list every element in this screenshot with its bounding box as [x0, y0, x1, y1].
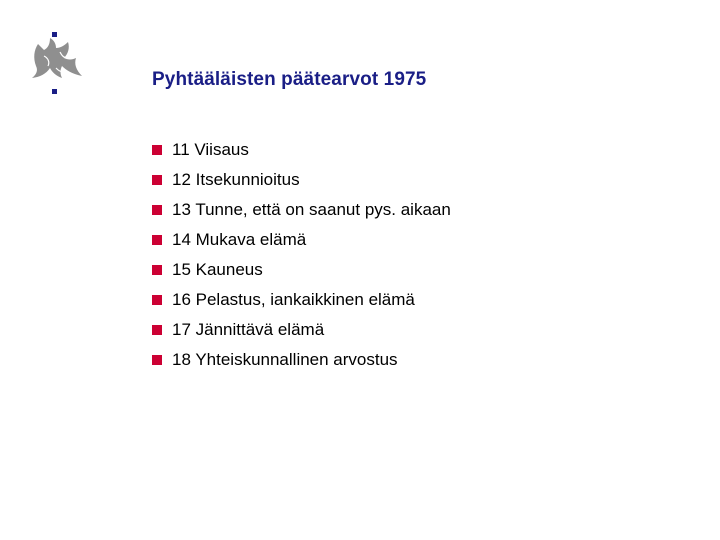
square-bullet-icon	[152, 295, 162, 305]
square-bullet-icon	[152, 175, 162, 185]
square-bullet-icon	[152, 355, 162, 365]
list-item-text: 11 Viisaus	[172, 140, 249, 159]
bullet-list	[152, 135, 451, 375]
square-bullet-icon	[152, 265, 162, 275]
list-item	[152, 285, 451, 315]
list-item	[152, 225, 451, 255]
square-bullet-icon	[152, 325, 162, 335]
list-item-text: 14 Mukava elämä	[172, 230, 307, 249]
list-item	[152, 165, 451, 195]
list-item	[152, 195, 451, 225]
list-item-text: 16 Pelastus, iankaikkinen elämä	[172, 290, 415, 309]
list-item-text: 17 Jännittävä elämä	[172, 320, 325, 339]
list-item-text: 13 Tunne, että on saanut pys. aikaan	[172, 200, 451, 219]
list-item	[152, 255, 451, 285]
square-bullet-icon	[152, 205, 162, 215]
list-item-text: 15 Kauneus	[172, 260, 263, 279]
list-item	[152, 135, 451, 165]
list-item-text: 12 Itsekunnioitus	[172, 170, 300, 189]
square-bullet-icon	[152, 145, 162, 155]
list-item	[152, 345, 451, 375]
university-flame-logo-icon	[26, 30, 90, 96]
square-bullet-icon	[152, 235, 162, 245]
list-item-text: 18 Yhteiskunnallinen arvostus	[172, 350, 398, 369]
list-item	[152, 315, 451, 345]
slide-title: Pyhtääläisten päätearvot 1975	[152, 69, 427, 90]
